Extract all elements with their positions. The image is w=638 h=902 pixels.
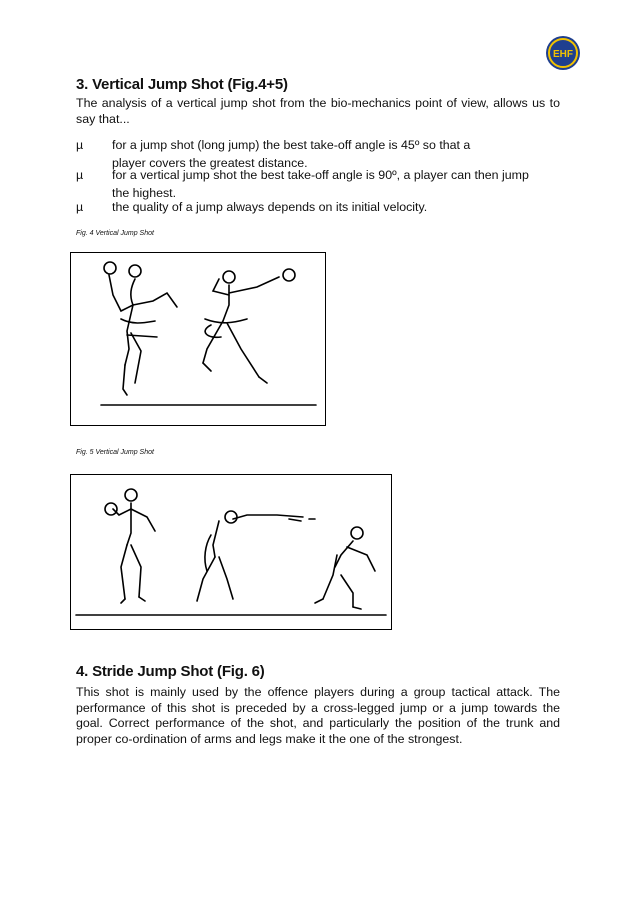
fig-5-illustration <box>70 474 392 630</box>
ehf-logo <box>545 35 581 71</box>
section-3-intro: The analysis of a vertical jump shot from the bio-mechanics point of view, allows us to say that... <box>76 96 560 126</box>
bullet-line: player covers the greatest distance. <box>112 156 308 170</box>
bullet-symbol: µ <box>76 168 84 182</box>
bullet-line: the highest. <box>112 186 177 200</box>
fig-4-illustration <box>70 252 326 426</box>
logo-text: EHF <box>553 49 573 60</box>
bullet-line: for a vertical jump shot the best take-off angle is 90º, a player can then jump <box>112 168 529 182</box>
bullet-line: for a jump shot (long jump) the best take-off angle is 45º so that a <box>112 138 471 152</box>
section-3-heading: 3. Vertical Jump Shot (Fig.4+5) <box>76 76 288 93</box>
fig-5-caption: Fig. 5 Vertical Jump Shot <box>76 449 154 456</box>
section-4-body: This shot is mainly used by the offence players during a group tactical attack. The performance of this shot is preceded by a cross-legged jump or a jump towards the goal. Correct performance of the shot, and particularly the position of the trunk and proper co-ordination of arms and legs make it the one of the strongest. <box>76 685 560 746</box>
bullet-item <box>76 200 560 216</box>
bullet-symbol: µ <box>76 138 84 152</box>
bullet-item <box>76 168 560 199</box>
section-4-heading: 4. Stride Jump Shot (Fig. 6) <box>76 663 265 680</box>
bullet-symbol: µ <box>76 200 84 214</box>
bullet-item <box>76 138 560 169</box>
fig-4-caption: Fig. 4 Vertical Jump Shot <box>76 230 154 237</box>
bullet-line: the quality of a jump always depends on its initial velocity. <box>112 200 428 214</box>
